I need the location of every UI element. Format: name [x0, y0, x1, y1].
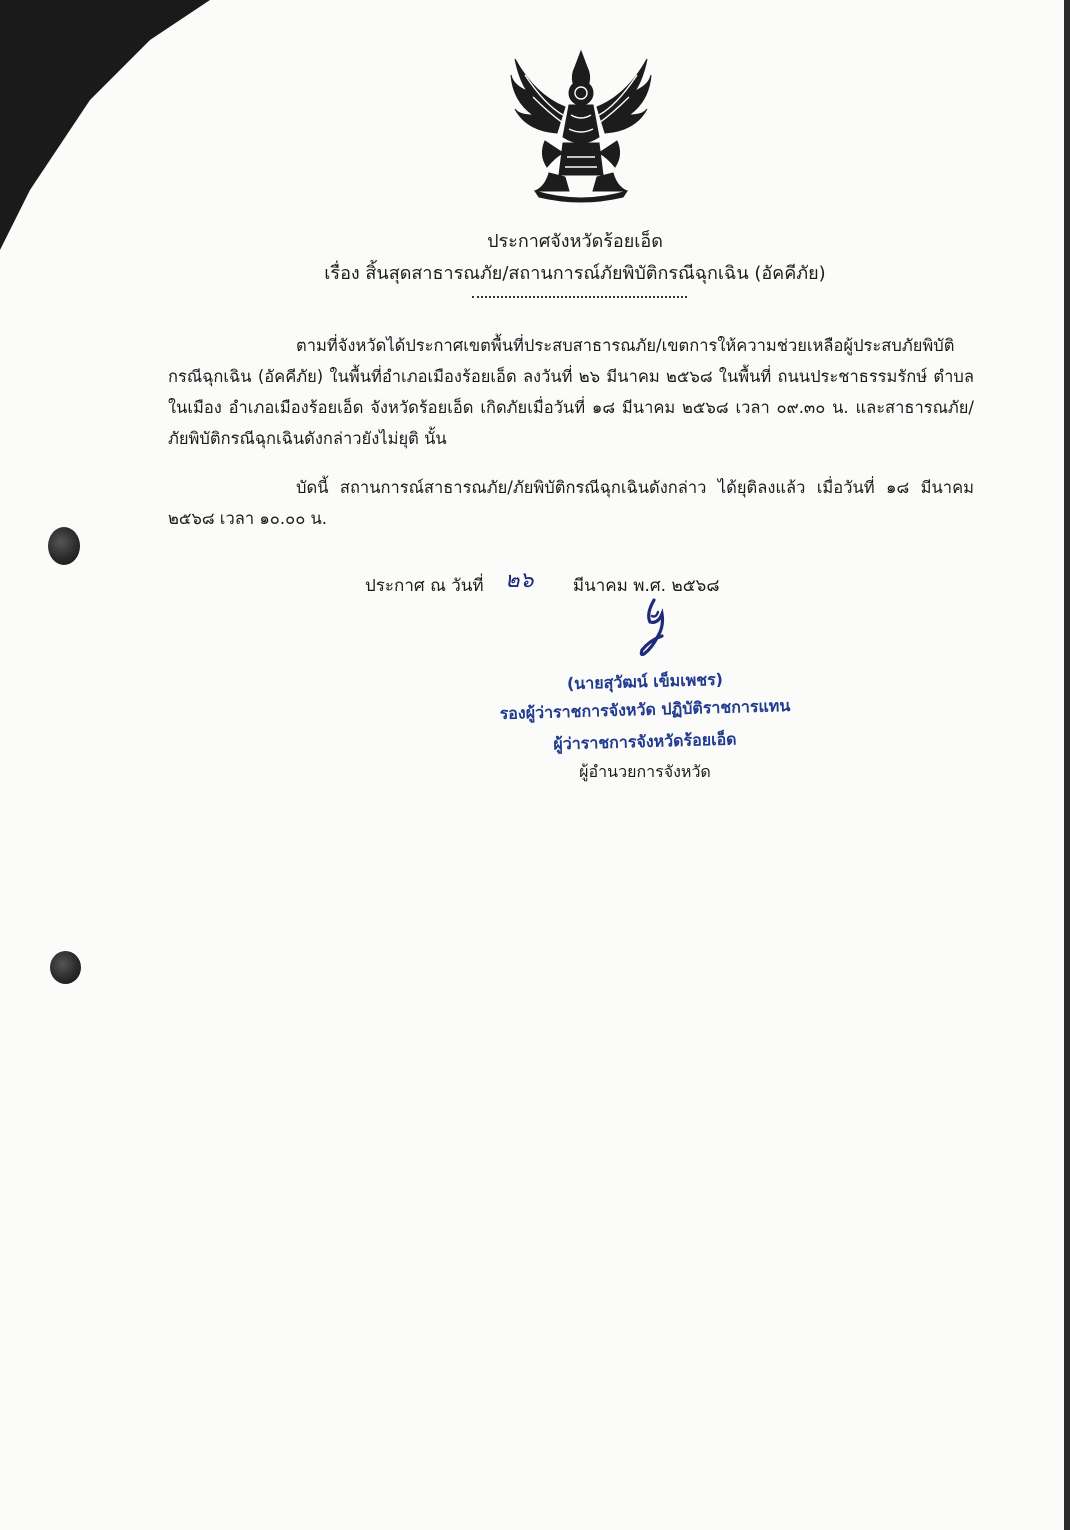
- announcement-prefix: ประกาศ ณ วันที่: [365, 576, 484, 596]
- handwritten-day: ๒๖: [505, 568, 534, 593]
- punch-hole: [50, 951, 81, 984]
- announcement-month-year: มีนาคม พ.ศ. ๒๕๖๘: [572, 576, 720, 596]
- handwritten-signature: [628, 596, 678, 660]
- punch-hole: [48, 527, 80, 565]
- document-title: ประกาศจังหวัดร้อยเอ็ด: [487, 231, 663, 252]
- dotted-separator: [472, 296, 687, 298]
- garuda-emblem: [505, 45, 657, 203]
- signatory-position-3: ผู้อำนวยการจังหวัด: [579, 762, 711, 781]
- signatory-name: (นายสุวัฒน์ เข็มเพชร): [566, 669, 724, 694]
- body-paragraph-2: บัดนี้ สถานการณ์สาธารณภัย/ภัยพิบัติกรณีฉุกเฉินดังกล่าว ได้ยุติลงแล้ว เมื่อวันที่ ๑๘ มีนาคม ๒๕๖๘ เวลา ๑๐.๐๐ น.: [168, 478, 974, 528]
- document-subject: เรื่อง สิ้นสุดสาธารณภัย/สถานการณ์ภัยพิบัติกรณีฉุกเฉิน (อัคคีภัย): [324, 263, 826, 284]
- body-paragraph-1: ตามที่จังหวัดได้ประกาศเขตพื้นที่ประสบสาธารณภัย/เขตการให้ความช่วยเหลือผู้ประสบภัยพิบัติกรณีฉุกเฉิน (อัคคีภัย) ในพื้นที่อำเภอเมืองร้อยเอ็ด ลงวันที่ ๒๖ มีนาคม ๒๕๖๘ ในพื้นที่ ถนนประชาธรรมรักษ์ ตำบลในเมือง อำเภอเมืองร้อยเอ็ด จังหวัดร้อยเอ็ด เกิดภัยเมื่อวันที่ ๑๘ มีนาคม ๒๕๖๘ เวลา ๐๙.๓๐ น. และสาธารณภัย/ภัยพิบัติกรณีฉุกเฉินดังกล่าวยังไม่ยุติ นั้น: [168, 336, 974, 448]
- signatory-position-2: ผู้ว่าราชการจังหวัดร้อยเอ็ด: [553, 729, 737, 754]
- signatory-position-1: รองผู้ว่าราชการจังหวัด ปฏิบัติราชการแทน: [499, 695, 791, 724]
